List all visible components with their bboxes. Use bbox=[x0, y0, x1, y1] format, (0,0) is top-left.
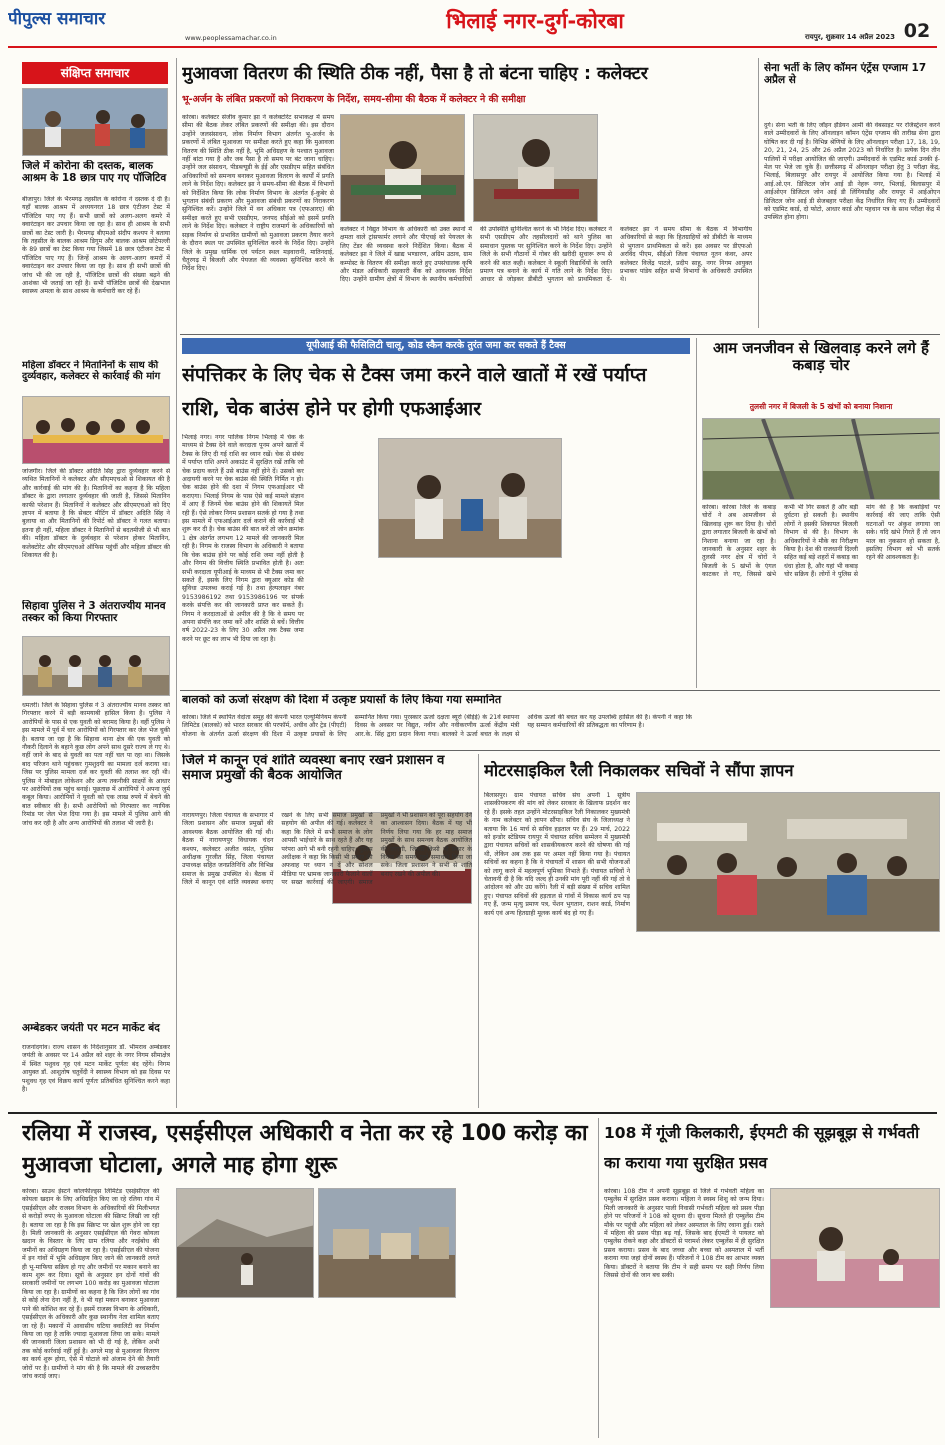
brief-1-body: बीजापुर। जिले के भैरमगढ़ तहसील के कोरोना ने दस्तक दे दी है। यहाँ बालक आश्रम में अध्ययनरत 18 छात्र एंटीजन टेस्ट में पॉजिटिव पाए गए हैं। सभी छात्रों को अलग-अलग कमरे में क्वारंटाइन कर उपचार किया जा रहा है। साथ ही आश्रम के सभी छात्रों का टेस्ट जारी है। भैरमगढ़ बीएमओ संदीप कश्यप ने बताया कि तहसील के बालक आश्रम डिगुम और बालक आश्रम छोटेपल्ली के 89 छात्रों का टेस्ट किया गया जिसमें 18 छात्र एंटीजन टेस्ट में पॉजिटिव पाए गए हैं। जिन्हें आश्रम के अलग-अलग कमरों में क्वारंटाइन कर उपचार किया जा रहा है। साथ ही सभी छात्रों की जांच भी की जा रही है, पॉजिटिव छात्रों की संख्या बढ़ने की आशंका भी जताई जा रही है। सभी पॉजिटिव छात्रों की देखभाल स्वास्थ्य अमला के साथ आश्रम के कर्मचारी कर रहे हैं। bbox=[22, 196, 170, 296]
masthead bbox=[0, 0, 945, 48]
brief-photo-covid bbox=[22, 88, 168, 156]
tax-body: भिलाई नगर। नगर पालिक निगम भिलाई में चेक के माध्यम से टैक्स देने वाले करदाता पूनम अपने खातों में टैक्स के लिए दी गई राशि का ध्यान रखें। चेक से संबंध में पर्याप्त राशि अपने अकाउंट में सुरक्षित रखें ताकि जो चेक प्रदाय करते हैं उसे बाउंस नहीं होने दें। उसको कर अदायगी करने पर चेक बाउंस की स्थिति निर्मित न हो। चेक बाउंस होने की दशा में निगम एफआईआर भी कराएगा। भिलाई निगम के पास ऐसे कई मामले संज्ञान में आए हैं जिनमें चेक बाउंस होने की शिकायतें मिल रही हैं। ऐसे लोकर निगम प्रशासन सतर्क हो गया है तथा इस मामले में एफआईआर दर्ज कराने की कार्रवाई भी शुरू कर दी है। चेक बाउंस की बात करें तो जोन क्रमांक 1 क्षेत्र अंतर्गत लगभग 12 मामले की जानकारी मिल रही है। निगम के राजस्व विभाग के अधिकारी ने बताया कि चेक बाउंस होने पर कोई राशि जमा नहीं होती है और निगम की वित्तीय स्थिति प्रभावित होती है। अतः सभी करदाता यूपीआई के माध्यम से भी टैक्स जमा कर सकते हैं, इसके लिए निगम द्वारा क्यूआर कोड की सुविधा उपलब्ध कराई गई है। तथा हेल्पलाइन नंबर 9153986192 तथा 9153986196 पर संपर्क करके संपत्ति कर की जानकारी प्राप्त कर सकते हैं। निगम ने करदाताओं से अपील की है कि वे समय पर अपना संपत्ति कर जमा करें और शास्ति से बचें। वित्तीय वर्ष 2022-23 के लिए 30 अप्रैल तक टैक्स जमा करने पर छूट का लाभ भी दिया जा रहा है। bbox=[182, 434, 304, 643]
brief-4-title: अम्बेडकर जयंती पर मटन मार्केट बंद bbox=[22, 1022, 160, 1034]
dateline: रायपुर, शुक्रवार 14 अप्रैल 2023 bbox=[805, 33, 895, 41]
tax-divider bbox=[696, 338, 697, 688]
ambulance-photo bbox=[770, 1188, 940, 1308]
army-body: दुर्ग। सेना भर्ती के लिए जॉइन इंडियन आर्मी की वेबसाइट पर रजिस्ट्रेशन करने वाले उम्मीदवारों के लिए ऑनलाइन कॉमन एंट्रेंस एग्जाम की तारीख सेना द्वारा घोषित कर दी गई है। विभिन्न श्रेणियों के लिए ऑनलाइन परीक्षा 17, 18, 19, 20, 21, 24, 25 और 26 अप्रैल 2023 को निर्धारित है। प्रत्येक दिन तीन पालियों में परीक्षा आयोजित की जाएगी। उम्मीदवारों के एडमिट कार्ड उनकी ई-मेल पर भेजे जा चुके हैं। छत्तीसगढ़ में ऑनलाइन परीक्षा हेतु 3 परीक्षा केंद्र, भिलाई, बिलासपुर और रायपुर में आयोजित किया गया है। भिलाई में आई.ओ.एन. डिजिटल जोन आई डी नेहरू नगर, भिलाई, बिलासपुर में आईओएन डिजिटल जोन आई डी लिंगियाडीह और रायपुर में आईओएन डिजिटल जोन आई डी सेजबहार परीक्षा केंद्र निर्धारित किए गए हैं। उम्मीदवारों को एडमिट कार्ड, दो फोटो, आधार कार्ड और पहचान पत्र के साथ परीक्षा केंद्र में उपस्थित होना होगा। bbox=[764, 122, 940, 222]
tax-kicker: यूपीआई की फैसिलिटी चालू, कोड स्कैन करके तुरंत जमा कर सकते हैं टैक्स bbox=[182, 338, 690, 354]
brief-2-title: महिला डॉक्टर ने मितानिनों के साथ की दुर्व्यवहार, कलेक्टर से कार्रवाई की मांग bbox=[22, 360, 161, 383]
brief-3-title: सिहावा पुलिस ने 3 अंतराज्यीय मानव तस्कर को किया गिरफ्तार bbox=[22, 600, 166, 625]
ambulance-body: कोरबा। 108 टीम ने अपनी सूझबूझ से जिले में गर्भवती महिला का एम्बुलेंस में सुरक्षित प्रसव कराया। महिला ने स्वस्थ शिशु को जन्म दिया। मिली जानकारी के अनुसार पाली निवासी गर्भवती महिला को प्रसव पीड़ा होने पर परिजनों ने 108 को सूचना दी। सूचना मिलते ही एम्बुलेंस टीम मौके पर पहुंची और महिला को लेकर अस्पताल के लिए रवाना हुई। रास्ते में महिला की प्रसव पीड़ा बढ़ गई, जिसके बाद ईएमटी ने पायलट को एम्बुलेंस रोकने कहा और डॉक्टरों से परामर्श लेकर एम्बुलेंस में ही सुरक्षित प्रसव कराया। प्रसव के बाद जच्चा और बच्चा को अस्पताल में भर्ती कराया गया जहां दोनों स्वस्थ हैं। परिजनों ने 108 टीम का आभार व्यक्त किया। डॉक्टरों ने बताया कि टीम ने सही समय पर सही निर्णय लिया जिससे दोनों की जान बच सकी। bbox=[604, 1188, 764, 1280]
brief-divider bbox=[176, 58, 177, 1108]
section-title: भिलाई नगर-दुर्ग-कोरबा bbox=[446, 9, 624, 33]
law-body: नारायणपुर। जिला पंचायत के सभागार में जिला प्रशासन और समाज प्रमुखों की आवश्यक बैठक आयोजित की गई थी। बैठक में नारायणपुर विधायक चंदन कश्यप, कलेक्टर अजीत वसंत, पुलिस अधीक्षक गुरजीत सिंह, जिला पंचायत उपाध्यक्ष सहित जनप्रतिनिधि और विभिन्न समाज के प्रमुख उपस्थित थे। बैठक में जिले में कानून एवं शांति व्यवस्था बनाए रखने के लिए सभी समाज प्रमुखों से सहयोग की अपील की गई। कलेक्टर ने कहा कि जिले में सभी समाज के लोग आपसी भाईचारे के साथ रहते हैं और यह परंपरा आगे भी बनी रहनी चाहिए। पुलिस अधीक्षक ने कहा कि किसी भी प्रकार की अफवाह पर ध्यान न दें और सोशल मीडिया पर भ्रामक जानकारी फैलाने वालों पर सख्त कार्रवाई की जाएगी। समाज प्रमुखों ने भी प्रशासन को पूरा सहयोग देने का आश्वासन दिया। बैठक में यह भी निर्णय लिया गया कि हर माह समाज प्रमुखों के साथ समन्वय बैठक आयोजित की जाएगी, जिससे किसी भी प्रकार के विवाद का समय रहते समाधान किया जा सके। जिला प्रशासन ने सभी से शांति बनाए रखने की अपील की। bbox=[182, 812, 472, 887]
balco-body: कोरबा। जिले में स्थापित वेदांता समूह की कंपनी भारत एल्यूमिनियम कंपनी लिमिटेड (बालको) को भारत सरकार की परफॉर्म, अचीव और ट्रेड (पीएटी) योजना के अंतर्गत ऊर्जा संरक्षण की दिशा में उत्कृष्ट प्रयासों के लिए सम्मानित किया गया। पुरस्कार ऊर्जा दक्षता ब्यूरो (बीईई) के 21वें स्थापना दिवस के अवसर पर विद्युत, नवीन और नवीकरणीय ऊर्जा केंद्रीय मंत्री आर.के. सिंह द्वारा प्रदान किया गया। बालको ने ऊर्जा बचत के लक्ष्य से अधिक ऊर्जा की बचत कर यह उपलब्धि हासिल की है। कंपनी ने कहा कि यह सम्मान कर्मचारियों की प्रतिबद्धता का परिणाम है। bbox=[182, 714, 692, 738]
rally-title: मोटरसाइकिल रैली निकालकर सचिवों ने सौंपा ज्ञापन bbox=[484, 761, 794, 780]
army-title: सेना भर्ती के लिए कॉमन एंट्रेंस एग्जाम 17 अप्रैल से bbox=[764, 62, 927, 87]
scam-body: कोरबा। साउथ ईस्टर्न कोलफील्ड्स लिमिटेड एसईसीएल की कोयला खदान के लिए अधिग्रहित किए जा रहे रलिया गांव में एसईसीएल और राजस्व विभाग के अधिकारियों की मिलीभगत से करोड़ों रुपए के मुआवजा घोटाला की स्क्रिप्ट लिखी जा रही है। बताया जा रहा है कि इस स्क्रिप्ट पर खेल शुरू होने जा रहा है। मिली जानकारी के अनुसार एसईसीएल की गेवरा कोयला खदान के विस्तार के लिए ग्राम रलिया और नरईबोध की जमीनों का अधिग्रहण किया जा रहा है। एसईसीएल की योजना में इन गांवों में भूमि अधिग्रहण किए जाने की जानकारी लगते ही भू-माफिया सक्रिय हो गए और जमीनों पर मकान बनाने का काम शुरू कर दिया। सूत्रों के अनुसार इन दोनों गांवों की सरकारी जमीनों पर लगभग 100 करोड़ का मुआवजा घोटाला किया जा रहा है। ग्रामीणों का कहना है कि जिन लोगों का गांव से कोई लेना देना नहीं है, वे भी यहां मकान बनाकर मुआवजा पाने की कोशिश कर रहे हैं। इसमें राजस्व विभाग के अधिकारी, एसईसीएल के अधिकारी और कुछ स्थानीय नेता शामिल बताए जा रहे हैं। मकानों में आवासीय घटिया क्वालिटी का निर्माण किया जा रहा है ताकि ज्यादा मुआवजा लिया जा सके। मामले की जानकारी जिला प्रशासन को भी दी गई है, लेकिन अभी तक कोई कार्रवाई नहीं हुई है। अगले माह से मुआवजा वितरण का कार्य शुरू होगा, ऐसे में घोटाले को अंजाम देने की तैयारी जोरों पर है। ग्रामीणों ने मांग की है कि मामले की उच्चस्तरीय जांच कराई जाए। bbox=[22, 1188, 160, 1380]
scrap-body: कोरबा। कोरबा जिले के कबाड़ चोरों ने अब आमजीवन से खिलवाड़ शुरू कर दिया है। चोरों द्वारा लगातार बिजली के खंभों को निशाना बनाया जा रहा है। जानकारी के अनुसार शहर के तुलसी नगर क्षेत्र में चोरों ने बिजली के 5 खंभों के एंगल काटकर ले गए, जिससे खंभे कभी भी गिर सकते हैं और बड़ी दुर्घटना हो सकती है। स्थानीय लोगों ने इसकी शिकायत बिजली विभाग से की है। विभाग के अधिकारियों ने मौके का निरीक्षण किया है। देश की राजधानी दिल्ली सहित कई बड़े शहरों में कबाड़ का धंधा होता है, और यहां भी कबाड़ चोर सक्रिय हैं। लोगों ने पुलिस से मांग की है कि कबाड़ियों पर कार्रवाई की जाए ताकि ऐसी घटनाओं पर अंकुश लगाया जा सके। यदि खंभे गिरते हैं तो जान माल का नुकसान हो सकता है, इसलिए विभाग को भी सतर्क रहने की आवश्यकता है। bbox=[702, 504, 940, 579]
scrap-title: आम जनजीवन से खिलवाड़ करने लगे हैं कबाड़ चोर bbox=[712, 340, 930, 375]
brief-photo-police bbox=[22, 636, 170, 696]
brief-3-body: धमतरी। जिले के सिहावा पुलिस ने 3 अंतराज्यीय मानव तस्कर को गिरफ्तार करने में बड़ी कामयाबी हासिल किया है। पुलिस ने आरोपियों के पास से एक युवती को बरामद किया है। वहीं पुलिस ने इस मामले में पूर्व में चार आरोपियों को गिरफ्तार कर जेल भेज चुकी है। बताया जा रहा है कि सिहावा थाना क्षेत्र की एक युवती को नौकरी दिलाने के बहाने कुछ लोग अपने साथ दूसरे राज्य ले गए थे। वहीं जाने के बाद से युवती का पता नहीं चल पा रहा था। जिसके बाद परिजन थाने पहुंचकर गुमशुदगी का मामला दर्ज कराया था। जिस पर पुलिस मामला दर्ज कर युवती की तलाश कर रही थी। पुलिस ने मोबाइल लोकेशन और अन्य तकनीकी साक्ष्यों के आधार पर आरोपियों तक पहुंच बनाई। पूछताछ में आरोपियों ने अपना जुर्म कबूल किया। आरोपियों ने युवती को एक लाख रुपये में बेचने की बात स्वीकार की है। सभी आरोपियों को गिरफ्तार कर न्यायिक रिमांड पर जेल भेज दिया गया है। इस मामले में पुलिस आगे की जांच कर रही है और अन्य आरोपियों की तलाश भी जारी है। bbox=[22, 702, 170, 827]
brief-2-body: जांजगीर। जिले की डॉक्टर अदिति सिंह द्वारा दुर्व्यवहार करने से व्यथित मितानिनों ने कलेक्टर और सीएमएचओ से शिकायत की है और कार्रवाई की मांग की है। मितानिनों का कहना है कि महिला डॉक्टर के द्वारा लगातार दुर्व्यवहार की जाती है, जिससे मितानिन काफी परेशान हैं। मितानिनों ने कलेक्टर और सीएमएचओ को दिए ज्ञापन में बताया है कि सेक्टर मीटिंग में डॉक्टर अदिति सिंह ने बुलाया था और मितानिनों की रिपोर्ट को डॉक्टर ने गलत बताया। इतना ही नहीं, महिला डॉक्टर ने मितानिनों से बदतमीजी से भी बात की। महिला डॉक्टर के दुर्व्यवहार से परेशान होकर मितानिन, कलेक्टोरेट और सीएमएचओ ऑफिस पहुंचीं और महिला डॉक्टर की शिकायत की है। bbox=[22, 468, 170, 560]
rule-2 bbox=[180, 690, 940, 691]
scrap-subtitle: तुलसी नगर में बिजली के 5 खंभों को बनाया निशाना bbox=[749, 402, 893, 411]
masthead-rule bbox=[8, 46, 937, 48]
logo: पीपुल्स समाचार bbox=[8, 9, 106, 29]
rally-photo bbox=[636, 792, 940, 932]
page-number: 02 bbox=[903, 20, 931, 42]
brief-photo-mitanin bbox=[22, 396, 170, 464]
brief-1-title: जिले में कोरोना की दस्तक, बालक आश्रम के 18 छात्र पाए गए पॉजिटिव bbox=[22, 160, 167, 185]
scrap-photo bbox=[702, 418, 940, 500]
rule-3 bbox=[180, 750, 940, 751]
brief-label: संक्षिप्त समाचार bbox=[22, 62, 168, 84]
lead-photo-meeting bbox=[340, 114, 465, 222]
lead-divider bbox=[758, 58, 759, 328]
tax-title: संपत्तिकर के लिए चेक से टैक्स जमा करने वाले खातों में रखें पर्याप्त राशि, चेक बाउंस होने पर होगी एफआईआर bbox=[182, 364, 647, 420]
lead-body-b: कलेक्टर ने विद्युत विभाग के अधिकारी को उक्त स्थानों में क्षमता वाले ट्रांसफार्मर लगाने और पीएचई को पेयजल के लिए टेंडर की व्यवस्था करने निर्देशित किया। बैठक में कलेक्टर झा ने जिले में खाद्य भण्डारण, अग्रिम उठाव, ग्राम कम्पोस्ट के वितरण की समीक्षा करते हुए उपसंचालक कृषि और मंडल अधिकारी सहकारी बैंक को आवश्यक निर्देश दिए। उन्होंने ग्रामीण क्षेत्रों में विभाग के स्थानीय कर्मचारियों की उपस्थिति सुनिश्चित करने के भी निर्देश दिए। कलेक्टर ने सभी एसडीएम और तहसीलदारों को थाने पुलिस का समाधान पुस्तक पर सुनिश्चित करने के निर्देश दिए। उन्होंने जिले के सभी गौठानों में गोबर की खरीदी सुचारू रूप से करने की बात कही। कलेक्टर ने स्कूली विद्यार्थियों के जाति प्रमाण पत्र बनाने के कार्य में गति लाने के निर्देश दिए। आधार से जोड़कर डीबीटी भुगतान को प्राथमिकता दें- कलेक्टर झा ने समय सीमा के बैठक में विभागीय अधिकारियों से कहा कि हितग्राहियों को डीबीटी के माध्यम से भुगतान प्राथमिकता से करें। इस अवसर पर डीएफओ अरविंद पीएम, सीईओ जिला पंचायत नूतन कंवर, अपर कलेक्टर विजेंद्र पाटले, प्रदीप साहू, नगर निगम आयुक्त प्रभाकर पांडेय सहित सभी विभागों के अधिकारी उपस्थित थे। bbox=[340, 226, 752, 284]
ambulance-title: 108 में गूंजी किलकारी, ईएमटी की सूझबूझ से गर्भवती का कराया गया सुरक्षित प्रसव bbox=[604, 1124, 920, 1172]
lead-body-a: कोरबा। कलेक्टर संजीव कुमार झा ने कलेक्टोरेट सभाकक्ष में समय सीमा की बैठक लेकर लंबित प्रकरणों की समीक्षा की। इस दौरान उन्होंने जलसंसाधन, लोक निर्माण विभाग अंतर्गत भू-अर्जन के प्रकरणों में लंबित मुआवजा पर समीक्षा करते हुए कहा कि मुआवजा वितरण की स्थिति ठीक नहीं है, भूमि अधिग्रहण के पश्चात मुआवजा नहीं बांटा गया है और जब पैसा है तो समय पर बंट जाना चाहिए। उन्होंने जल संसाधन, पीडब्ल्यूडी के ईई और एसडीएम सहित संबंधित अधिकारियों को समन्वय बनाकर मुआवजा वितरण के कार्यों में प्रगति लाने के निर्देश दिए। कलेक्टर झा ने समय-सीमा की बैठक में विभागों को निर्देशित किया कि लोक निर्माण विभाग के अंतर्गत ई-कुबेर से भुगतान संबंधी प्रकरण और मुआवजा संबंधी प्रकरणों का निराकरण सुनिश्चित करें। उन्होंने जिले में वन अधिकार पत्र (एफआरए) की समीक्षा करते हुए सभी एसडीएम, जनपद सीईओ को इसमें प्रगति लाने के निर्देश दिए। कलेक्टर ने राष्ट्रीय राजमार्ग के अधिकारियों को सड़क निर्माण से प्रभावित ग्रामीणों को मुआवजा प्रकरण तैयार करने के दौरान स्थल पर उपस्थित सुनिश्चित करने के निर्देश दिए। उन्होंने जिले के प्रमुख धार्मिक एवं पर्यटन स्थल मड़वारानी, मातिनदाई, चैतुरगढ़ में बिजली और पेयजल की व्यवस्था सुनिश्चित करने के निर्देश दिए। bbox=[182, 114, 334, 273]
law-divider bbox=[478, 754, 479, 1108]
balco-title: बालको को ऊर्जा संरक्षण की दिशा में उत्कृष्ट प्रयासों के लिए किया गया सम्मानित bbox=[182, 694, 502, 706]
rule-4 bbox=[8, 1112, 937, 1114]
lead-photo-collector bbox=[473, 114, 598, 222]
scam-title: रलिया में राजस्व, एसईसीएल अधिकारी व नेता कर रहे 100 करोड़ का मुआवजा घोटाला, अगले माह होगा शुरू bbox=[22, 1121, 588, 1178]
scam-divider bbox=[598, 1118, 599, 1438]
brief-4-body: राजनांदगांव। राज्य शासन के निर्देशानुसार डॉ. भीमराव अम्बेडकर जयंती के अवसर पर 14 अप्रैल को शहर के नगर निगम सीमाक्षेत्र में स्थित पशुवध गृह एवं मटन मार्केट पूर्णतः बंद रहेंगे। निगम आयुक्त डॉ. आशुतोष चतुर्वेदी ने स्वास्थ्य विभाग को इस दिवस पर पशुवध गृह एवं विक्रय कार्य पूर्णतः प्रतिबंधित सुनिश्चित करने कहा है। bbox=[22, 1044, 170, 1094]
rule-1 bbox=[180, 334, 940, 335]
lead-subtitle: भू-अर्जन के लंबित प्रकरणों को निराकरण के निर्देश, समय-सीमा की बैठक में कलेक्टर ने की समीक्षा bbox=[182, 94, 526, 105]
rally-body: बिलासपुर। ग्राम पंचायत सचिव संघ अपनी 1 सूत्रीय शासकीयकरण की मांग को लेकर सरकार के खिलाफ प्रदर्शन कर रहे हैं। इसके तहत उन्होंने मोटरसाइकिल रैली निकालकर मुख्यमंत्री के नाम कलेक्टर को ज्ञापन सौंपा। सचिव संघ के जिलाध्यक्ष ने बताया कि 16 मार्च से सचिव हड़ताल पर हैं। 29 मार्च, 2022 को इन्डोर स्टेडियम रायपुर में पंचायत सचिव सम्मेलन में मुख्यमंत्री द्वारा पंचायत सचिवों को शासकीयकरण करने की घोषणा की गई थी, लेकिन अब तक इस पर अमल नहीं किया गया है। पंचायत सचिवों का कहना है कि वे पंचायतों में शासन की सभी योजनाओं को लागू करने में महत्वपूर्ण भूमिका निभाते हैं। पंचायत सचिवों ने चेतावनी दी है कि यदि जल्द ही उनकी मांग पूरी नहीं की गई तो वे आंदोलन को और उग्र करेंगे। रैली में बड़ी संख्या में सचिव शामिल हुए। पंचायत सचिवों की हड़ताल से गांवों में विकास कार्य ठप पड़ गए हैं, जन्म मृत्यु प्रमाण पत्र, पेंशन भुगतान, राशन कार्ड, निर्माण कार्य एवं अन्य हितग्राही मूलक कार्य बंद हो गए हैं। bbox=[484, 792, 630, 917]
website[interactable]: www.peoplessamachar.co.in bbox=[185, 34, 277, 42]
law-title: जिले में कानून एवं शांति व्यवस्था बनाए रखने प्रशासन व समाज प्रमुखों की बैठक आयोजित bbox=[182, 754, 445, 783]
lead-title: मुआवजा वितरण की स्थिति ठीक नहीं, पैसा है तो बंटना चाहिए : कलेक्टर bbox=[182, 64, 648, 84]
